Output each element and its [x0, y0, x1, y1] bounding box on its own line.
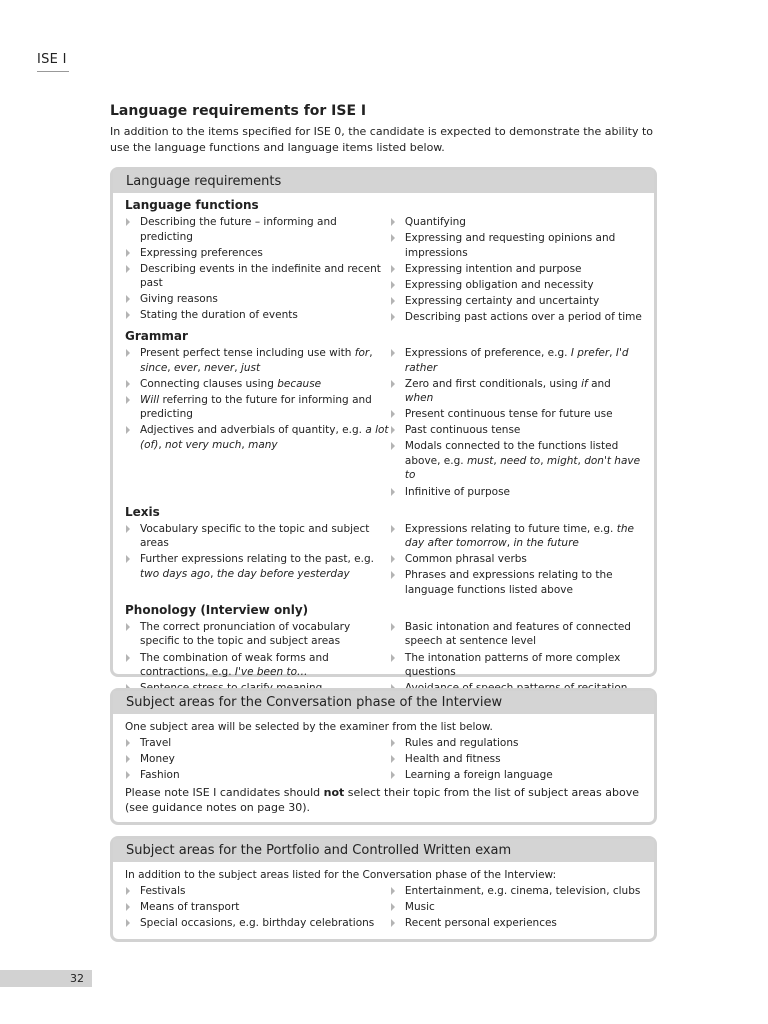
- list-item: Money: [125, 752, 390, 767]
- list-item: Modals connected to the functions listed above, e.g. must, need to, might, don't have to: [390, 439, 642, 483]
- list-item: Health and fitness: [390, 752, 642, 767]
- list-item: Rules and regulations: [390, 736, 642, 751]
- conversation-columns: [125, 736, 642, 784]
- language-requirements-heading: Language requirements: [113, 170, 654, 193]
- conversation-subjects-heading: Subject areas for the Conversation phase of the Interview: [113, 691, 654, 714]
- portfolio-list-right: [390, 884, 642, 931]
- language-requirements-body: [113, 193, 654, 697]
- list-item: The intonation patterns of more complex questions: [390, 651, 642, 680]
- list-item: Expressing preferences: [125, 246, 390, 261]
- list-item: The correct pronunciation of vocabulary specific to the topic and subject areas: [125, 620, 390, 649]
- conversation-subjects-body: [113, 714, 654, 815]
- portfolio-lead: In addition to the subject areas listed for the Conversation phase of the Interview:: [125, 869, 557, 881]
- functions-list-left: [125, 215, 390, 323]
- functions-columns: [125, 215, 642, 326]
- list-item: Special occasions, e.g. birthday celebrations: [125, 916, 390, 931]
- list-item: Learning a foreign language: [390, 768, 642, 783]
- grammar-list-right: [390, 346, 642, 499]
- portfolio-columns: [125, 884, 642, 932]
- list-item: Further expressions relating to the past, e.g. two days ago, the day before yesterday: [125, 552, 390, 581]
- list-item: Zero and first conditionals, using if and when: [390, 377, 642, 406]
- list-item: Present continuous tense for future use: [390, 407, 642, 422]
- functions-list-right: [390, 215, 642, 324]
- list-item: Music: [390, 900, 642, 915]
- list-item: Expressing and requesting opinions and impressions: [390, 231, 642, 260]
- lexis-title: Lexis: [125, 504, 160, 519]
- list-item: Common phrasal verbs: [390, 552, 642, 567]
- portfolio-subjects-heading: Subject areas for the Portfolio and Controlled Written exam: [113, 839, 654, 862]
- list-item: Expressing certainty and uncertainty: [390, 294, 642, 309]
- intro-paragraph: In addition to the items specified for ISE 0, the candidate is expected to demonstrate the ability to use the language functions and language items listed below.: [110, 125, 654, 154]
- list-item: Infinitive of purpose: [390, 485, 642, 500]
- list-item: The combination of weak forms and contractions, e.g. I've been to…: [125, 651, 390, 680]
- running-header-rule: [37, 71, 69, 72]
- list-item: Stating the duration of events: [125, 308, 390, 323]
- list-item: Recent personal experiences: [390, 916, 642, 931]
- page-number: 32: [70, 972, 84, 985]
- list-item: Connecting clauses using because: [125, 377, 390, 392]
- list-item: Describing the future – informing and predicting: [125, 215, 390, 244]
- language-requirements-box: [110, 167, 657, 677]
- list-item: Will referring to the future for informing and predicting: [125, 393, 390, 422]
- list-item: Entertainment, e.g. cinema, television, clubs: [390, 884, 642, 899]
- conversation-subjects-box: [110, 688, 657, 825]
- list-item: Expressions relating to future time, e.g. the day after tomorrow, in the future: [390, 522, 642, 551]
- phonology-columns: [125, 620, 642, 697]
- list-item: Fashion: [125, 768, 390, 783]
- conversation-list-left: [125, 736, 390, 783]
- list-item: Means of transport: [125, 900, 390, 915]
- footer-page-tab: [0, 970, 92, 987]
- grammar-columns: [125, 346, 642, 501]
- functions-title: Language functions: [125, 198, 259, 212]
- portfolio-subjects-body: [113, 862, 654, 932]
- list-item: Vocabulary specific to the topic and subject areas: [125, 522, 390, 551]
- page-title: Language requirements for ISE I: [110, 103, 367, 119]
- list-item: Present perfect tense including use with for, since, ever, never, just: [125, 346, 390, 375]
- conversation-list-right: [390, 736, 642, 783]
- list-item: Festivals: [125, 884, 390, 899]
- list-item: Describing past actions over a period of time: [390, 310, 642, 325]
- running-header: ISE I: [37, 52, 67, 67]
- list-item: Basic intonation and features of connected speech at sentence level: [390, 620, 642, 649]
- list-item: Phrases and expressions relating to the language functions listed above: [390, 568, 642, 597]
- lexis-list-right: [390, 522, 642, 598]
- list-item: Adjectives and adverbials of quantity, e.g. a lot (of), not very much, many: [125, 423, 390, 452]
- conversation-note: Please note ISE I candidates should not select their topic from the list of subject areas above (see guidance notes on page 30).: [125, 785, 639, 814]
- list-item: Expressions of preference, e.g. I prefer, I'd rather: [390, 346, 642, 375]
- grammar-list-left: [125, 346, 390, 452]
- conversation-lead: One subject area will be selected by the examiner from the list below.: [125, 721, 493, 733]
- list-item: Quantifying: [390, 215, 642, 230]
- lexis-columns: [125, 522, 642, 599]
- grammar-title: Grammar: [125, 329, 188, 344]
- lexis-list-left: [125, 522, 390, 582]
- list-item: Past continuous tense: [390, 423, 642, 438]
- list-item: Describing events in the indefinite and recent past: [125, 262, 390, 291]
- phonology-list-right: [390, 620, 642, 696]
- portfolio-list-left: [125, 884, 390, 931]
- phonology-list-left: [125, 620, 390, 696]
- list-item: Expressing intention and purpose: [390, 262, 642, 277]
- portfolio-subjects-box: [110, 836, 657, 942]
- phonology-title: Phonology (Interview only): [125, 602, 309, 617]
- list-item: Giving reasons: [125, 292, 390, 307]
- list-item: Travel: [125, 736, 390, 751]
- list-item: Expressing obligation and necessity: [390, 278, 642, 293]
